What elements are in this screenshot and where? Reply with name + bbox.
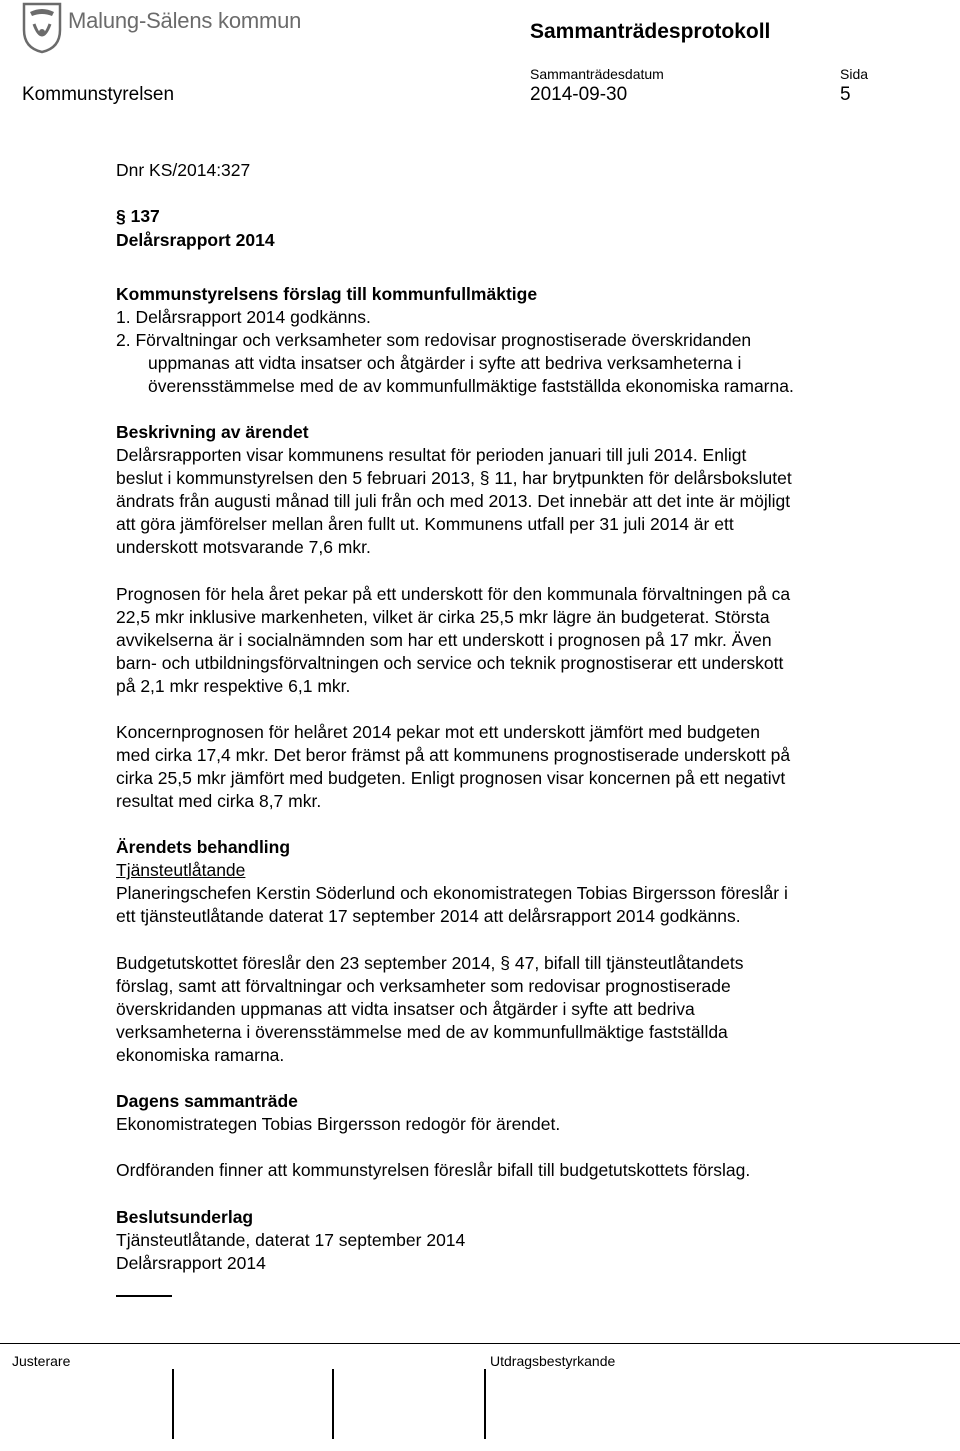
group-forecast-line: Koncernprognosen för helåret 2014 pekar mot ett underskott jämfört med budgeten [116,722,761,742]
proposal-item-2-cont: överensstämmelse med de av kommunfullmäktige fastställda ekonomiska ramarna. [148,376,794,396]
meeting-line: Ekonomistrategen Tobias Birgersson redogör för ärendet. [116,1114,561,1134]
municipality-name: Malung-Sälens kommun [68,8,302,33]
municipality-logo [22,2,302,54]
proposal-item-1: 1. Delårsrapport 2014 godkänns. [116,307,371,327]
basis-item: Delårsrapport 2014 [116,1253,266,1273]
body-name: Kommunstyrelsen [22,84,175,105]
forecast-line: barn- och utbildningsförvaltningen och service och teknik prognostiserar ett underskott [116,653,784,673]
handling-line: Planeringschefen Kerstin Söderlund och ekonomistrategen Tobias Birgersson föreslår i [116,883,788,903]
basis-item: Tjänsteutlåtande, daterat 17 september 2014 [116,1230,466,1250]
utdragsbestyrkande-label: Utdragsbestyrkande [490,1353,616,1369]
forecast-line: 22,5 mkr inklusive markenheten, vilket är cirka 25,5 mkr lägre än budgeterat. Största [116,607,770,627]
handling-heading: Ärendets behandling [116,837,291,857]
signature-divider [484,1369,486,1439]
end-rule [116,1295,172,1297]
description-line: att göra jämförelser mellan åren fullt ut. Kommunens utfall per 31 juli 2014 är ett [116,514,734,534]
date-label: Sammanträdesdatum [530,66,664,82]
group-forecast-line: med cirka 17,4 mkr. Det beror främst på att kommunens prognostiserade underskott på [116,745,791,765]
justerare-label: Justerare [12,1353,71,1369]
coat-of-arms-icon [22,2,62,54]
description-line: ändrats från augusti månad till juli från och med 2013. Det innebär att det inte är möjligt [116,491,791,511]
meeting-date: 2014-09-30 [530,84,628,105]
paragraph-number: § 137 [116,206,160,226]
basis-heading: Beslutsunderlag [116,1207,254,1227]
budget-committee-line: verksamheterna i överensstämmelse med de av kommunfullmäktige fastställda [116,1022,728,1042]
meeting-line: Ordföranden finner att kommunstyrelsen föreslår bifall till budgetutskottets förslag. [116,1160,751,1180]
group-forecast-line: cirka 25,5 mkr jämfört med budgeten. Enligt prognosen visar koncernen på ett negativt [116,768,786,788]
forecast-line: Prognosen för hela året pekar på ett underskott för den kommunala förvaltningen på ca [116,584,791,604]
proposal-item-2-cont: uppmanas att vidta insatser och åtgärder i syfte att bedriva verksamheterna i [148,353,742,373]
proposal-item-2: 2. Förvaltningar och verksamheter som redovisar prognostiserade överskridanden [116,330,752,350]
description-line: Delårsrapporten visar kommunens resultat för perioden januari till juli 2014. Enligt [116,445,747,465]
document-title: Sammanträdesprotokoll [530,20,771,43]
meeting-heading: Dagens sammanträde [116,1091,298,1111]
signature-divider [332,1369,334,1439]
budget-committee-line: ekonomiska ramarna. [116,1045,285,1065]
handling-line: ett tjänsteutlåtande daterat 17 september 2014 att delårsrapport 2014 godkänns. [116,906,741,926]
case-number: Dnr KS/2014:327 [116,160,251,180]
handling-subheading: Tjänsteutlåtande [116,860,246,880]
description-heading: Beskrivning av ärendet [116,422,309,442]
budget-committee-line: överskridanden uppmanas att vidta insatser och åtgärder i syfte att bedriva [116,999,695,1019]
budget-committee-line: förslag, samt att förvaltningar och verksamheter som redovisar prognostiserade [116,976,731,996]
budget-committee-line: Budgetutskottet föreslår den 23 september 2014, § 47, bifall till tjänsteutlåtandets [116,953,744,973]
forecast-line: på 2,1 mkr respektive 6,1 mkr. [116,676,351,696]
proposal-heading: Kommunstyrelsens förslag till kommunfullmäktige [116,284,538,304]
description-line: beslut i kommunstyrelsen den 5 februari 2013, § 11, har brytpunkten för delårsbokslutet [116,468,792,488]
description-line: underskott motsvarande 7,6 mkr. [116,537,371,557]
group-forecast-line: resultat med cirka 8,7 mkr. [116,791,322,811]
page-number: 5 [840,84,851,105]
footer-rule [0,1343,960,1344]
forecast-line: avvikelserna är i socialnämnden som har ett underskott i prognosen på 17 mkr. Även [116,630,772,650]
page-label: Sida [840,66,869,82]
signature-divider [172,1369,174,1439]
case-title: Delårsrapport 2014 [116,230,275,250]
